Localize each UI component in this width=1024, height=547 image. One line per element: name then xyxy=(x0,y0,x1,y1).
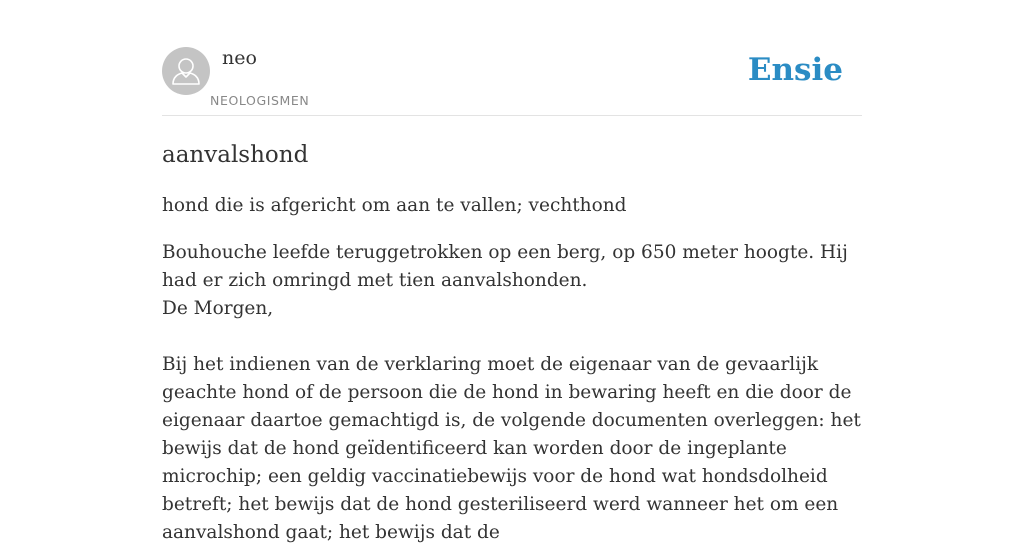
avatar[interactable] xyxy=(162,47,210,95)
example-text: Bouhouche leefde teruggetrokken op een berg, op 650 meter hoogte. Hij had er zich omringd met tien aanvalshonden. De Morgen, Bij het indienen van de verklaring moet de eigenaar van de gevaarlijk geachte hond of de persoon die de hond in bewaring heeft en die door de eigenaar daartoe gemachtigd is, de volgende documenten overleggen: het bewijs dat de hond geïdentificeerd kan worden door de ingeplante microchip; een geldig vaccinatiebewijs voor de hond wat hondsdolheid betreft; het bewijs dat de hond gesteriliseerd werd wanneer het om een aanvalshond gaat; het bewijs dat de xyxy=(162,242,861,543)
user-silhouette-icon xyxy=(162,47,210,95)
definition: hond die is afgericht om aan te vallen; vechthond xyxy=(162,195,627,216)
collection-label[interactable]: NEOLOGISMEN xyxy=(210,93,310,108)
brand-logo[interactable]: Ensie xyxy=(747,52,843,88)
page-container xyxy=(162,0,862,543)
headword: aanvalshond xyxy=(162,142,309,168)
header xyxy=(162,0,862,116)
username[interactable]: neo xyxy=(222,47,257,69)
